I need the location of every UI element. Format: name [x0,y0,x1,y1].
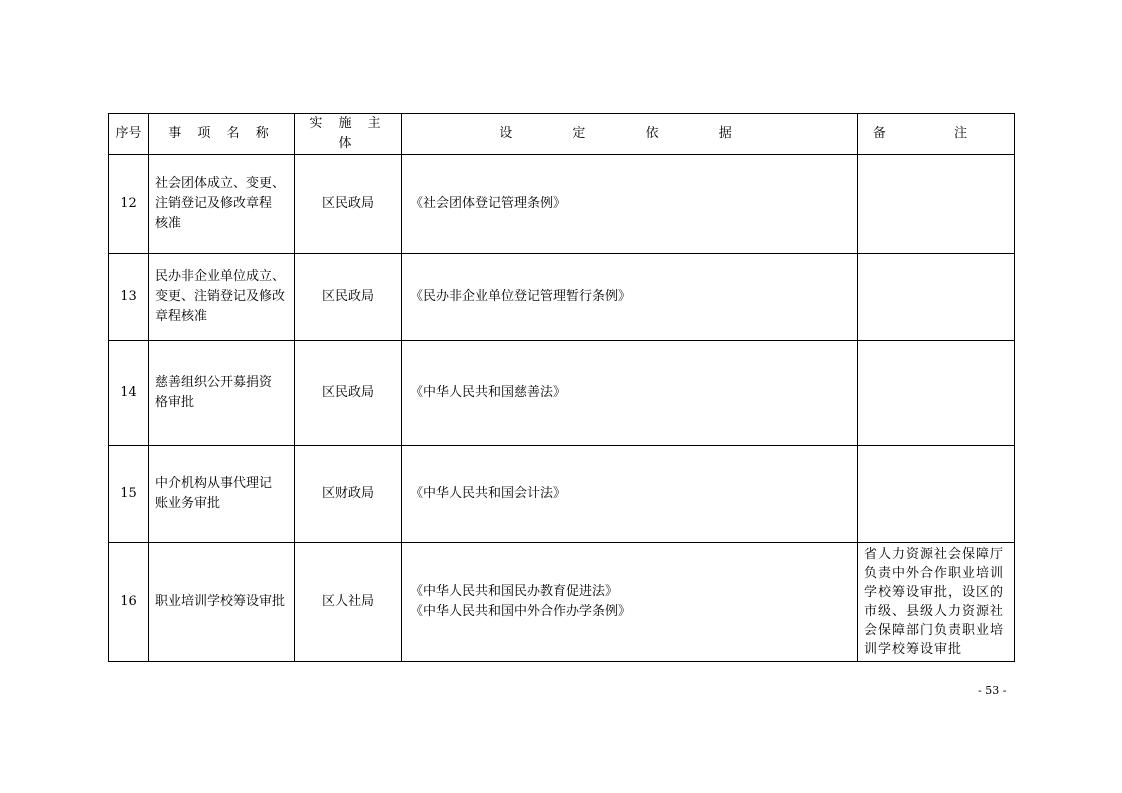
row-index: 13 [109,254,149,341]
row-index: 14 [109,341,149,446]
legal-basis-line: 《民办非企业单位登记管理暂行条例》 [410,289,632,304]
note-cell [858,446,1015,543]
legal-basis-cell [402,543,858,662]
note-cell [858,155,1015,254]
item-name-line: 注销登记及修改章程 [155,196,273,211]
item-name-line: 民办非企业单位成立、 [155,269,286,284]
table-header-row [109,114,1015,155]
item-name-line: 变更、注销登记及修改 [155,289,286,304]
table-row [109,446,1015,543]
item-name-line: 中介机构从事代理记 [155,476,273,491]
header-legal-basis: 设 定 依 据 [402,114,858,155]
item-name-cell [149,155,295,254]
table-row [109,543,1015,662]
legal-basis-line: 《中华人民共和国民办教育促进法》 [410,584,619,599]
note-cell [858,254,1015,341]
item-name-cell [149,254,295,341]
item-name-line: 核准 [155,216,182,231]
item-name-line: 章程核准 [155,309,208,324]
header-department: 实 施 主 体 [295,114,402,155]
approval-items-table [108,113,1015,662]
legal-basis-cell [402,341,858,446]
item-name-cell [149,543,295,662]
legal-basis-cell [402,446,858,543]
row-index: 12 [109,155,149,254]
legal-basis-line: 《中华人民共和国慈善法》 [410,385,567,400]
note-cell [858,341,1015,446]
department-cell: 区民政局 [295,341,402,446]
item-name-line: 格审批 [155,395,195,410]
note-line: 负责中外合作职业培训 [864,566,1005,581]
legal-basis-line: 《社会团体登记管理条例》 [410,196,567,211]
item-name-line: 慈善组织公开募捐资 [155,375,273,390]
item-name-line: 社会团体成立、变更、 [155,176,286,191]
note-line: 市级、县级人力资源社 [864,604,1005,619]
note-line: 学校筹设审批，设区的 [864,585,1005,600]
header-index: 序号 [109,114,149,155]
note-line: 会保障部门负责职业培 [864,623,1005,638]
table-body [109,155,1015,662]
item-name-cell [149,446,295,543]
row-index: 15 [109,446,149,543]
legal-basis-cell [402,155,858,254]
item-name-cell [149,341,295,446]
department-cell: 区民政局 [295,155,402,254]
table-row [109,155,1015,254]
note-line: 训学校筹设审批 [864,642,963,657]
department-cell: 区人社局 [295,543,402,662]
department-cell: 区财政局 [295,446,402,543]
header-item-name: 事 项 名 称 [149,114,295,155]
legal-basis-line: 《中华人民共和国会计法》 [410,486,567,501]
item-name-line: 账业务审批 [155,496,221,511]
item-name-line: 职业培训学校筹设审批 [155,594,286,609]
table-row [109,254,1015,341]
row-index: 16 [109,543,149,662]
legal-basis-line: 《中华人民共和国中外合作办学条例》 [410,604,632,619]
header-note: 备 注 [858,114,1015,155]
note-cell [858,543,1015,662]
table-row [109,341,1015,446]
note-line: 省人力资源社会保障厅 [864,547,1005,562]
page-number: - 53 - [978,684,1007,697]
legal-basis-cell [402,254,858,341]
department-cell: 区民政局 [295,254,402,341]
